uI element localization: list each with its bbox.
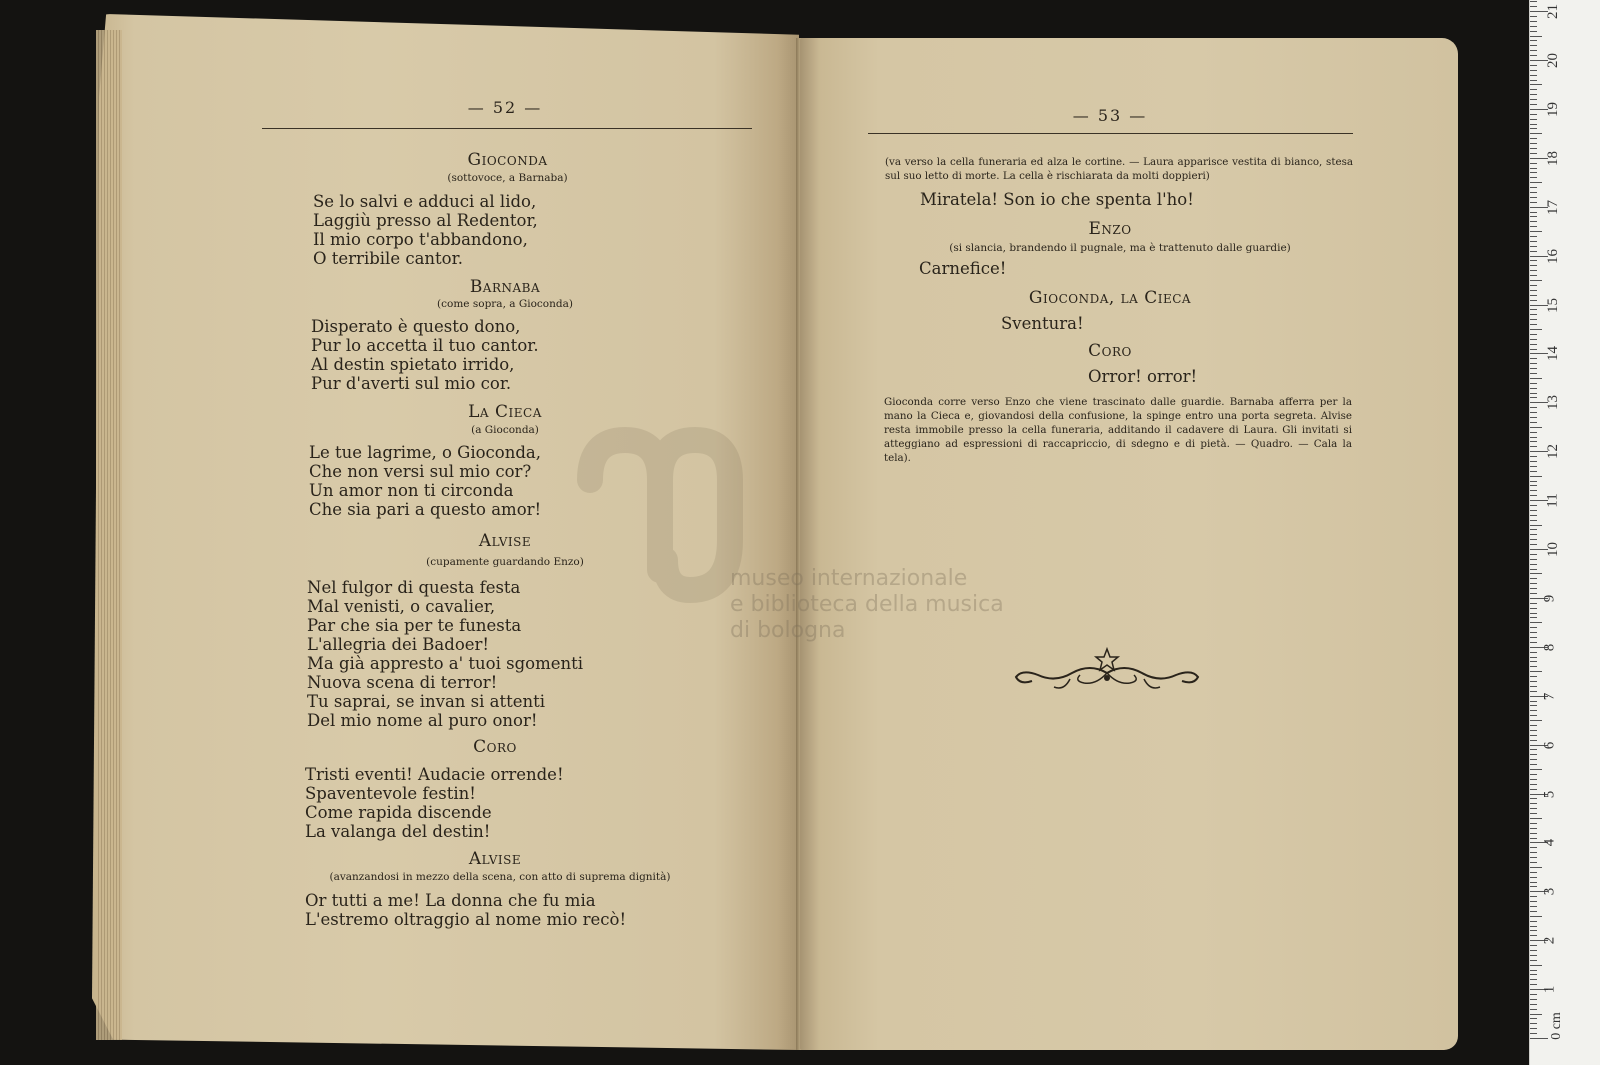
ruler-tick [1530,725,1537,726]
ruler-tick [1530,759,1537,760]
ruler-tick [1530,1033,1537,1034]
ruler-tick [1530,798,1537,799]
ruler-tick [1530,202,1537,203]
ruler-tick [1530,642,1537,643]
ruler-tick [1530,344,1537,345]
ruler-tick [1530,852,1537,853]
ruler-tick [1530,1,1537,2]
ruler-tick [1530,945,1537,946]
ruler-cm-label: 12 [1545,444,1561,460]
ruler-cm-label: 8 [1541,643,1558,652]
ruler-tick [1530,911,1537,912]
ruler-tick [1530,632,1537,633]
ruler-tick [1530,275,1537,276]
ruler-tick [1530,749,1537,750]
ruler-tick [1530,676,1537,677]
stage-direction-closing: Gioconda corre verso Enzo che viene trascinato dalle guardie. Barnaba afferra per la mano la Cieca e, giovandosi della confusione, la spinge entro una porta segreta. Alvise resta immobile presso la cella funeraria, additando il cadavere di Laura. Gli invitati si atteggiano ad espressioni di raccapriccio, di sdegno e di pietà. — Quadro. — Cala la tela). [884,396,1352,464]
ruler-tick [1530,260,1537,261]
ornament-icon [1010,645,1205,701]
ruler-tick [1530,437,1537,438]
ruler-tick [1530,1009,1537,1010]
ruler-tick [1530,16,1537,17]
ruler-tick [1530,573,1542,574]
ruler-tick [1530,970,1537,971]
ruler-tick [1530,916,1542,917]
ruler-tick [1530,935,1537,936]
measurement-ruler [1529,0,1600,1065]
ruler-tick [1530,36,1542,37]
ruler-tick [1530,828,1537,829]
ruler-tick [1530,515,1537,516]
ruler-tick [1530,666,1537,667]
ruler-cm-label: 2 [1541,936,1558,945]
ruler-tick [1530,265,1537,266]
ruler-tick [1530,754,1537,755]
ruler-tick [1530,930,1537,931]
ruler-tick [1530,740,1537,741]
ruler-tick [1530,578,1537,579]
ruler-tick [1530,505,1537,506]
ruler-tick [1530,715,1537,716]
ruler-tick [1530,813,1537,814]
ruler-tick [1530,583,1537,584]
stage-direction: (sottovoce, a Barnaba) [447,172,568,184]
verse-la-cieca: Le tue lagrime, o Gioconda, Che non versi sul mio cor? Un amor non ti circonda Che sia pari a questo amor! [309,443,542,519]
ruler-tick [1530,481,1537,482]
ruler-tick [1530,182,1542,183]
ruler-tick [1530,779,1537,780]
ruler-tick [1530,153,1537,154]
header-rule-left [262,128,752,129]
ruler-tick [1530,617,1537,618]
ruler-tick [1530,80,1537,81]
ruler-tick [1530,833,1537,834]
stage-direction: (si slancia, brandendo il pugnale, ma è trattenuto dalle guardie) [949,242,1291,254]
ruler-tick [1530,705,1537,706]
ruler-tick [1530,803,1537,804]
ruler-cm-label: 16 [1545,248,1561,264]
ruler-tick [1530,461,1537,462]
ruler-tick [1530,432,1537,433]
ruler-tick [1530,236,1537,237]
ruler-tick [1530,334,1537,335]
ruler-cm-label: 9 [1541,594,1558,603]
stage-direction: (avanzandosi in mezzo della scena, con atto di suprema dignità) [329,871,671,883]
ruler-tick [1530,857,1537,858]
verse-alvise-2: Or tutti a me! La donna che fu mia L'estremo oltraggio al nome mio recò! [305,891,627,929]
ruler-tick [1530,143,1537,144]
ruler-tick [1530,784,1537,785]
ruler-tick [1530,774,1537,775]
ruler-tick [1530,40,1537,41]
ruler-tick [1530,529,1537,530]
ruler-cm-label: 21 [1545,4,1561,20]
ruler-tick [1530,1018,1537,1019]
ruler-tick [1530,339,1537,340]
ruler-tick [1530,172,1537,173]
ruler-tick [1530,192,1537,193]
ruler-tick [1530,701,1537,702]
header-rule-right [868,133,1353,134]
ruler-tick [1530,70,1537,71]
ruler-tick [1530,994,1537,995]
ruler-tick [1530,441,1537,442]
speaker-coro: Coro [473,737,517,757]
ruler-tick [1530,808,1537,809]
ruler-tick [1530,564,1537,565]
ruler-tick [1530,823,1537,824]
ruler-tick [1530,730,1537,731]
ruler-tick [1530,838,1537,839]
ruler-tick [1530,319,1537,320]
ruler-tick [1530,6,1537,7]
ruler-tick [1530,520,1537,521]
ruler-tick [1530,31,1537,32]
ruler-tick [1530,65,1537,66]
verse-duo: Sventura! [1001,314,1084,333]
verse-barnaba: Disperato è questo dono, Pur lo accetta il tuo cantor. Al destin spietato irrido, Pur d'averti sul mio cor. [311,317,539,393]
ruler-tick [1530,965,1542,966]
ruler-cm-label: 5 [1541,790,1558,798]
ruler-tick [1530,661,1537,662]
ruler-tick [1530,534,1537,535]
ruler-tick [1530,901,1537,902]
stage-direction: (come sopra, a Gioconda) [437,298,573,310]
ruler-tick [1530,119,1537,120]
ruler-tick [1530,300,1537,301]
ruler-tick [1530,373,1537,374]
page-number-right: — 53 — [1072,106,1148,125]
ruler-tick [1530,896,1537,897]
ruler-tick [1530,862,1537,863]
ruler-tick [1530,363,1537,364]
ruler-tick [1530,593,1537,594]
ruler-tick [1530,882,1537,883]
ruler-tick [1530,383,1537,384]
ruler-tick [1530,241,1537,242]
ruler-tick [1530,877,1537,878]
ruler-cm-label: 3 [1541,888,1558,896]
speaker-coro: Coro [1088,341,1132,361]
ruler-cm-label: 18 [1545,150,1561,166]
ruler-tick [1530,216,1537,217]
ruler-tick [1530,393,1537,394]
ruler-tick [1530,681,1537,682]
ruler-tick [1530,148,1537,149]
ruler-tick [1530,652,1537,653]
ruler-tick [1530,50,1537,51]
ruler-tick [1530,412,1537,413]
ruler-tick [1530,388,1537,389]
ruler-tick [1530,974,1537,975]
ruler-tick [1530,187,1537,188]
ruler-tick [1530,329,1542,330]
ruler-tick [1530,490,1537,491]
ruler-cm-label: 6 [1541,741,1558,749]
ruler-cm-label: 14 [1545,346,1561,362]
ruler-cm-label: 19 [1545,101,1561,117]
ruler-tick [1530,789,1537,790]
ruler-tick [1530,21,1537,22]
ruler-tick [1530,197,1537,198]
ruler-tick [1530,168,1537,169]
ruler-tick [1530,26,1537,27]
ruler-tick [1530,324,1537,325]
ruler-tick [1530,1014,1542,1015]
ruler-tick [1530,476,1542,477]
stage-direction: (a Gioconda) [471,424,539,436]
ruler-tick [1530,764,1537,765]
ruler-tick [1530,999,1537,1000]
ruler-cm-label: 7 [1541,692,1558,700]
ruler-tick [1530,417,1537,418]
ruler-tick [1530,124,1537,125]
ruler-tick [1530,378,1542,379]
ruler-cm-label: 13 [1545,395,1561,411]
ruler-tick [1530,872,1537,873]
ruler-tick [1530,671,1542,672]
ruler-tick [1530,114,1537,115]
ruler-tick [1530,510,1537,511]
stage-direction-opening: (va verso la cella funeraria ed alza le cortine. — Laura apparisce vestita di bianco, stesa sul suo letto di morte. La cella è rischiarata da molti doppieri) [885,156,1353,182]
ruler-tick [1530,926,1537,927]
ruler-tick [1530,637,1537,638]
ruler-tick [1530,569,1537,570]
ruler-tick [1530,471,1537,472]
ruler-tick [1530,554,1537,555]
ruler-tick [1530,495,1537,496]
ruler-tick [1530,314,1537,315]
page-number-left: — 52 — [467,98,543,117]
ruler-tick [1530,128,1537,129]
ruler-tick [1530,349,1537,350]
ruler-tick [1530,1004,1537,1005]
ruler-tick [1530,104,1537,105]
ruler-tick [1530,427,1542,428]
ruler-tick [1530,251,1537,252]
ruler-tick [1530,221,1537,222]
ruler-tick [1530,163,1537,164]
ruler-tick [1530,559,1537,560]
ruler-tick [1530,99,1537,100]
ruler-cm-label: 10 [1545,542,1561,557]
ruler-tick [1530,397,1537,398]
ruler-tick [1530,246,1537,247]
ruler-tick [1530,622,1542,623]
speaker-barnaba: Barnaba [469,277,541,297]
ruler-unit-label: 0 cm [1548,1012,1564,1040]
ruler-tick [1530,290,1537,291]
watermark-text: museo internazionale e biblioteca della musica di bologna [730,566,1004,643]
ruler-tick [1530,906,1537,907]
ruler-tick [1530,45,1537,46]
page-edges [96,30,122,1040]
ruler-tick [1530,270,1537,271]
ruler-tick [1530,285,1537,286]
verse-coro: Orror! orror! [1088,367,1198,386]
ruler-tick [1530,89,1537,90]
ruler-tick [1530,608,1537,609]
ruler-tick [1530,84,1542,85]
ruler-tick [1530,94,1537,95]
ruler-tick [1530,720,1542,721]
speaker-alvise: Alvise [478,531,532,551]
ruler-tick [1530,710,1537,711]
ruler-cm-label: 20 [1545,53,1561,68]
ruler-tick [1530,588,1537,589]
ruler-tick [1530,456,1537,457]
ruler-cm-label: 15 [1545,297,1561,313]
ruler-tick [1530,818,1542,819]
ruler-tick [1530,177,1537,178]
ruler-tick [1530,407,1537,408]
ruler-tick [1530,979,1537,980]
stage-direction: (cupamente guardando Enzo) [426,556,584,568]
ruler-tick [1530,231,1542,232]
ruler-tick [1530,657,1537,658]
verse-enzo: Carnefice! [919,259,1007,278]
ruler-tick [1530,295,1537,296]
ruler-cm-label: 17 [1545,199,1561,215]
ruler-tick [1530,950,1537,951]
ruler-tick [1530,138,1537,139]
ruler-tick [1530,847,1537,848]
ruler-tick [1530,422,1537,423]
ruler-tick [1530,75,1537,76]
verse-coro: Tristi eventi! Audacie orrende! Spaventevole festin! Come rapida discende La valanga del destin! [305,765,564,841]
speaker-la-cieca: La Cieca [468,402,542,422]
verse-line: Miratela! Son io che spenta l'ho! [920,190,1194,209]
ruler-tick [1530,446,1537,447]
ruler-tick [1530,485,1537,486]
ruler-tick [1530,686,1537,687]
ruler-tick [1530,921,1537,922]
speaker-enzo: Enzo [1088,219,1132,239]
ruler-tick [1530,368,1537,369]
ruler-tick [1530,1023,1537,1024]
speaker-alvise: Alvise [468,849,522,869]
ruler-tick [1530,1028,1537,1029]
speaker-gioconda-la-cieca: Gioconda, la Cieca [1028,288,1192,308]
ruler-tick [1530,466,1537,467]
ruler-tick [1530,867,1542,868]
ruler-tick [1530,627,1537,628]
ruler-cm-label: 1 [1541,985,1558,994]
ruler-tick [1530,613,1537,614]
ruler-tick [1530,539,1537,540]
ruler-tick [1530,603,1537,604]
verse-alvise: Nel fulgor di questa festa Mal venisti, o cavalier, Par che sia per te funesta L'allegria dei Badoer! Ma già appresto a' tuoi sgomenti Nuova scena di terror! Tu saprai, se invan si attenti Del mio nome al puro onor! [307,578,584,730]
ruler-tick [1530,525,1542,526]
ruler-cm-label: 11 [1544,493,1561,508]
ruler-tick [1530,960,1537,961]
ruler-cm-label: 4 [1541,839,1558,847]
ruler-tick [1530,280,1542,281]
speaker-gioconda: Gioconda [467,150,548,170]
ruler-tick [1530,55,1537,56]
ruler-tick [1530,1038,1548,1039]
ruler-tick [1530,358,1537,359]
ruler-tick [1530,735,1537,736]
ruler-tick [1530,226,1537,227]
ruler-tick [1530,769,1542,770]
ruler-tick [1530,691,1537,692]
ruler-tick [1530,984,1537,985]
ruler-tick [1530,955,1537,956]
ruler-tick [1530,133,1542,134]
verse-gioconda: Se lo salvi e adduci al lido, Laggiù presso al Redentor, Il mio corpo t'abbandono, O terribile cantor. [313,192,538,268]
ruler-tick [1530,212,1537,213]
ruler-tick [1530,309,1537,310]
ruler-tick [1530,886,1537,887]
ruler-tick [1530,544,1537,545]
